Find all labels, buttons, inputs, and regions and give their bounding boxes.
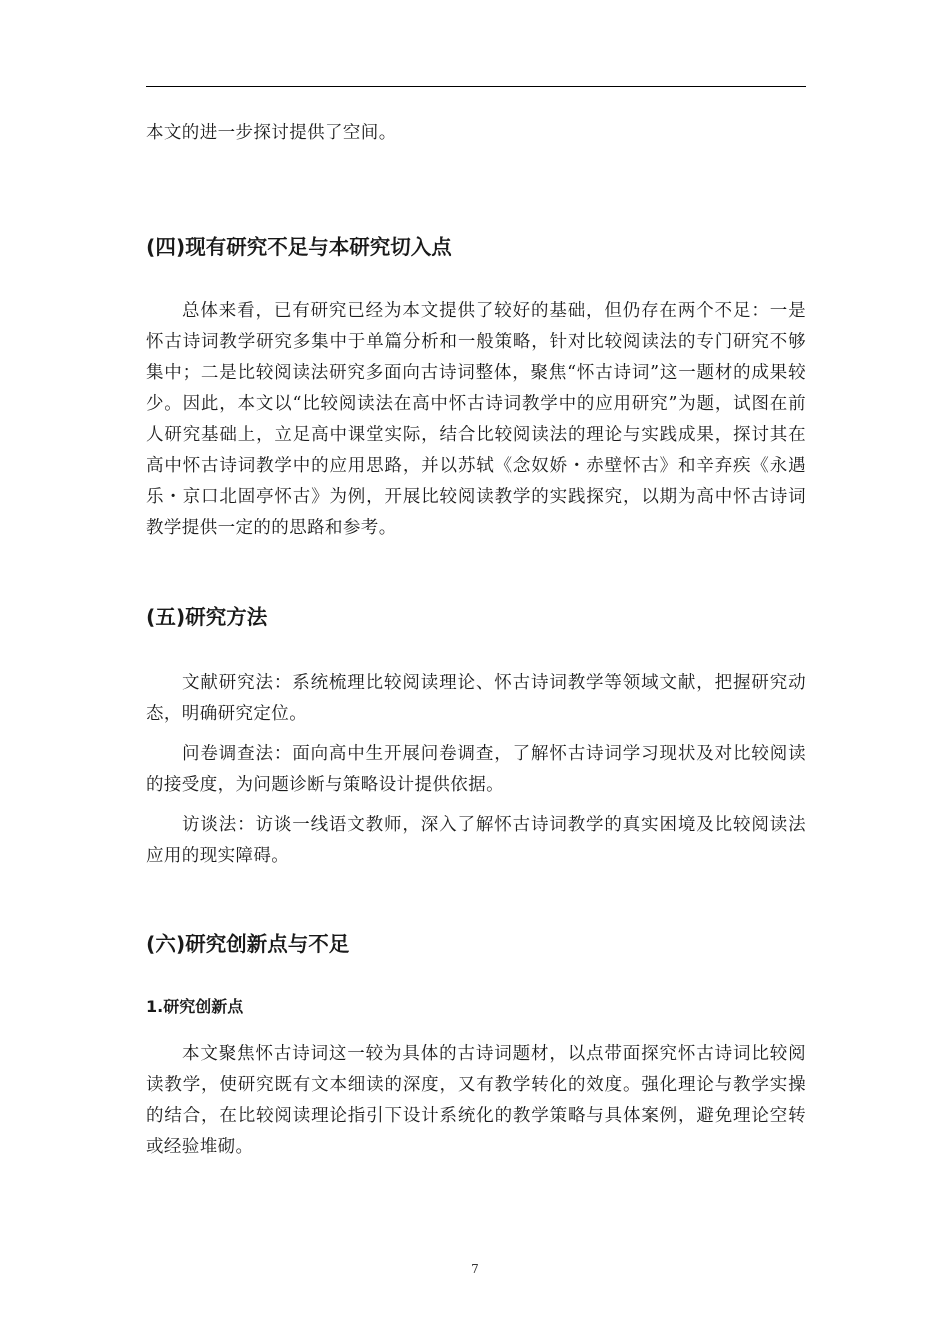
- section-6-sub: [146, 995, 806, 1019]
- section-4-paragraph: 总体来看，已有研究已经为本文提供了较好的基础，但仍存在两个不足：一是怀古诗词教学研究多集中于单篇分析和一般策略，针对比较阅读法的专门研究不够集中；二是比较阅读法研究多面向古诗词整体，聚焦“怀古诗词”这一题材的成果较少。因此，本文以“比较阅读法在高中怀古诗词教学中的应用研究”为题，试图在前人研究基础上，立足高中课堂实际，结合比较阅读法的理论与实践成果，探讨其在高中怀古诗词教学中的应用思路，并以苏轼《念奴娇・赤壁怀古》和辛弃疾《永遇乐・京口北固亭怀古》为例，开展比较阅读教学的实践探究，以期为高中怀古诗词教学提供一定的的思路和参考。: [146, 301, 806, 538]
- section-6-body: [146, 1039, 806, 1163]
- method-interview: 访谈法：访谈一线语文教师，深入了解怀古诗词教学的真实困境及比较阅读法应用的现实障碍。: [146, 815, 806, 866]
- section-4: [146, 233, 806, 261]
- section-6-paragraph: 本文聚焦怀古诗词这一较为具体的古诗词题材，以点带面探究怀古诗词比较阅读教学，使研究既有文本细读的深度，又有教学转化的效度。强化理论与教学实操的结合，在比较阅读理论指引下设计系统化的教学策略与具体案例，避免理论空转或经验堆砌。: [146, 1044, 806, 1157]
- section-5: [146, 603, 806, 631]
- section-5-body: [146, 668, 806, 872]
- section-4-heading: (四)现有研究不足与本研究切入点: [146, 235, 452, 259]
- section-5-heading: (五)研究方法: [146, 605, 268, 629]
- section-6-subheading: 1.研究创新点: [146, 997, 244, 1016]
- header-rule: [146, 86, 806, 87]
- page-number: 7: [471, 1262, 479, 1276]
- section-4-body: [146, 296, 806, 544]
- section-6: [146, 930, 806, 958]
- carryover-text: 本文的进一步探讨提供了空间。: [146, 123, 397, 143]
- method-questionnaire: 问卷调查法：面向高中生开展问卷调查，了解怀古诗词学习现状及对比较阅读的接受度，为问题诊断与策略设计提供依据。: [146, 744, 806, 795]
- section-6-heading: (六)研究创新点与不足: [146, 932, 350, 956]
- carryover-paragraph: [146, 118, 806, 149]
- method-literature: 文献研究法：系统梳理比较阅读理论、怀古诗词教学等领域文献，把握研究动态，明确研究定位。: [146, 673, 806, 724]
